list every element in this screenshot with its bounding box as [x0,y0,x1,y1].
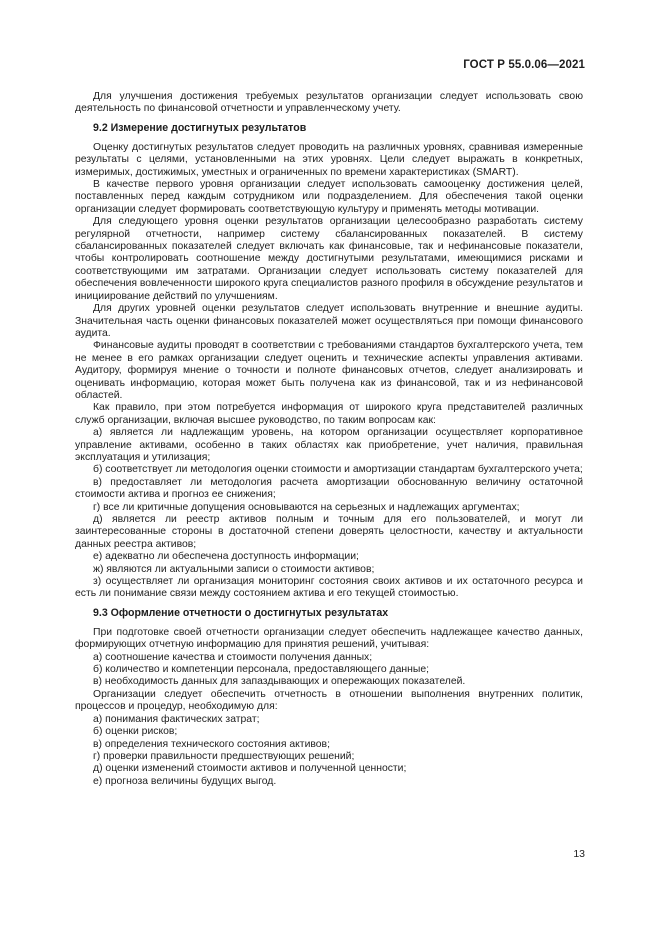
list-item: е) прогноза величины будущих выгод. [93,775,277,787]
list-item: б) соответствует ли методология оценки стоимости и амортизации стандартам бухгалтерского учета; [93,464,583,476]
list-item: в) необходимость данных для запаздывающих и опережающих показателей. [93,676,466,688]
standard-designation: ГОСТ Р 55.0.06—2021 [463,59,585,71]
paragraph: Для улучшения достижения требуемых результатов организации следует использовать свою деятельность по финансовой отчетности и управленческому учету. [75,91,583,115]
list-item: е) адекватно ли обеспечена доступность информации; [93,551,359,563]
list-item: ж) являются ли актуальными записи о стоимости активов; [93,563,375,575]
page-number: 13 [573,848,585,860]
paragraph: Как правило, при этом потребуется информация от широкого круга представителей различных служб организации, включая высшее руководство, по таким вопросам как: [75,402,583,426]
paragraph: В качестве первого уровня организации следует использовать самооценку достижения целей, поставленных перед каждым сотрудником или подразделением. Для обеспечения такой оценки организации следует формировать соответствующую культуру и применять методы мотивации. [75,179,583,215]
list-item: д) является ли реестр активов полным и точным для его пользователей, и могут ли заинтересованные стороны в достаточной степени доверять целостности, качеству и актуальности данных реестра активов; [75,514,583,550]
paragraph: Организации следует обеспечить отчетность в отношении выполнения внутренних политик, процессов и процедур, необходимую для: [75,688,583,713]
paragraph: Оценку достигнутых результатов следует проводить на различных уровнях, сравнивая измеренные результаты с целями, установленными на этих уровнях. Цели следует выражать в конкретных, измеримых, достижимых, уместных и ограниченных по времени характеристиках (SMART). [75,141,583,178]
paragraph: Для следующего уровня оценки результатов организации целесообразно разработать систему регулярной отчетности, например систему сбалансированных показателей. В систему сбалансированных показателей следует включать как финансовые, так и нефинансовые показатели, чтобы контролировать соотношение между достигнутыми результатами, имеющимися рисками и соответствующими им затратами. Организации следует использовать систему показателей для обеспечения вовлеченности широкого круга специалистов разного профиля в обсуждение результатов и инициирование действий по улучшениям. [75,216,583,302]
section-heading: 9.2 Измерение достигнутых результатов [93,121,307,134]
list-item: а) является ли надлежащим уровень, на котором организации осуществляет корпоративное управление активами, особенно в таких областях как приобретение, учет наличия, правильная эксплуатация и утилизация; [75,427,583,463]
list-item: з) осуществляет ли организация мониторинг состояния своих активов и их остаточного ресурса и есть ли понимание связи между состоянием актива и его текущей стоимостью. [75,576,583,600]
paragraph: Для других уровней оценки результатов следует использовать внутренние и внешние аудиты. Значительная часть оценки финансовых показателей может осуществляться при помощи финансового аудита. [75,303,583,339]
list-item: г) проверки правильности предшествующих решений; [93,750,355,762]
list-item: а) понимания фактических затрат; [93,713,260,725]
list-item: б) количество и компетенции персонала, предоставляющего данные; [93,664,430,676]
list-item: а) соотношение качества и стоимости получения данных; [93,651,373,663]
section-heading: 9.3 Оформление отчетности о достигнутых результатах [93,606,389,619]
list-item: д) оценки изменений стоимости активов и полученной ценности; [93,763,407,775]
paragraph: При подготовке своей отчетности организации следует обеспечить надлежащее качество данных, формирующих отчетную информацию для принятия решений, учитывая: [75,626,583,651]
list-item: в) определения технического состояния активов; [93,738,330,750]
list-item: б) оценки рисков; [93,726,178,738]
list-item: г) все ли критичные допущения основываются на серьезных и надлежащих аргументах; [93,501,520,513]
list-item: в) предоставляет ли методология расчета амортизации обоснованную величину остаточной стоимости актива и прогноз ее снижения; [75,476,583,501]
page-body [75,91,583,788]
paragraph: Финансовые аудиты проводят в соответствии с требованиями стандартов бухгалтерского учета, тем не менее в его рамках организации следует оценить и технические аспекты управления активами. Аудитору, формируя мнение о точности и полноте финансовых отчетов, следует анализировать и оценивать информацию, которая может быть получена как из финансовой, так и из нефинансовой областей. [75,340,583,401]
